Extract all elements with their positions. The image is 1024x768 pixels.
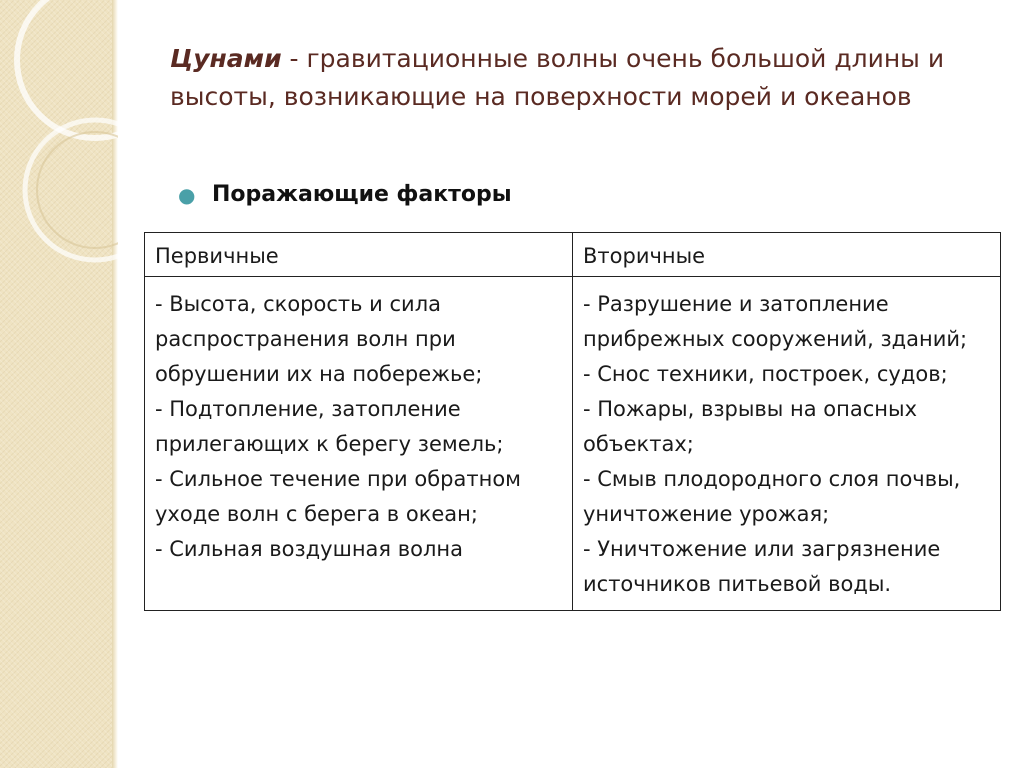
decorative-rings-icon [0,0,118,300]
header-secondary: Вторичные [573,233,1001,277]
term-tsunami: Цунами [170,44,282,73]
table-header-row [145,233,1001,277]
slide-title [170,40,990,116]
secondary-factor: - Пожары, взрывы на опасных объектах; [583,397,918,456]
bullet-dot-icon: ● [178,183,196,207]
factors-table [144,232,1001,611]
primary-factor: - Сильное течение при обратном уходе волн с берега в океан; [155,467,522,526]
secondary-factor: - Разрушение и затопление прибрежных сооружений, зданий; [583,292,968,351]
secondary-factor: - Уничтожение или загрязнение источников питьевой воды. [583,537,941,596]
term-definition: - гравитационные волны очень большой длины и высоты, возникающие на поверхности морей и океанов [170,44,945,111]
primary-factor: - Сильная воздушная волна [155,537,463,561]
secondary-factor: - Смыв плодородного слоя почвы, уничтожение урожая; [583,467,961,526]
primary-factor: - Высота, скорость и сила распространения волн при обрушении их на побережье; [155,292,483,386]
bullet-text: Поражающие факторы [212,182,512,207]
secondary-factors-cell [573,277,1001,611]
bullet-item [178,176,512,214]
table-row [145,277,1001,611]
primary-factors-cell [145,277,573,611]
header-primary: Первичные [145,233,573,277]
secondary-factor: - Снос техники, построек, судов; [583,362,948,386]
primary-factor: - Подтопление, затопление прилегающих к берегу земель; [155,397,504,456]
